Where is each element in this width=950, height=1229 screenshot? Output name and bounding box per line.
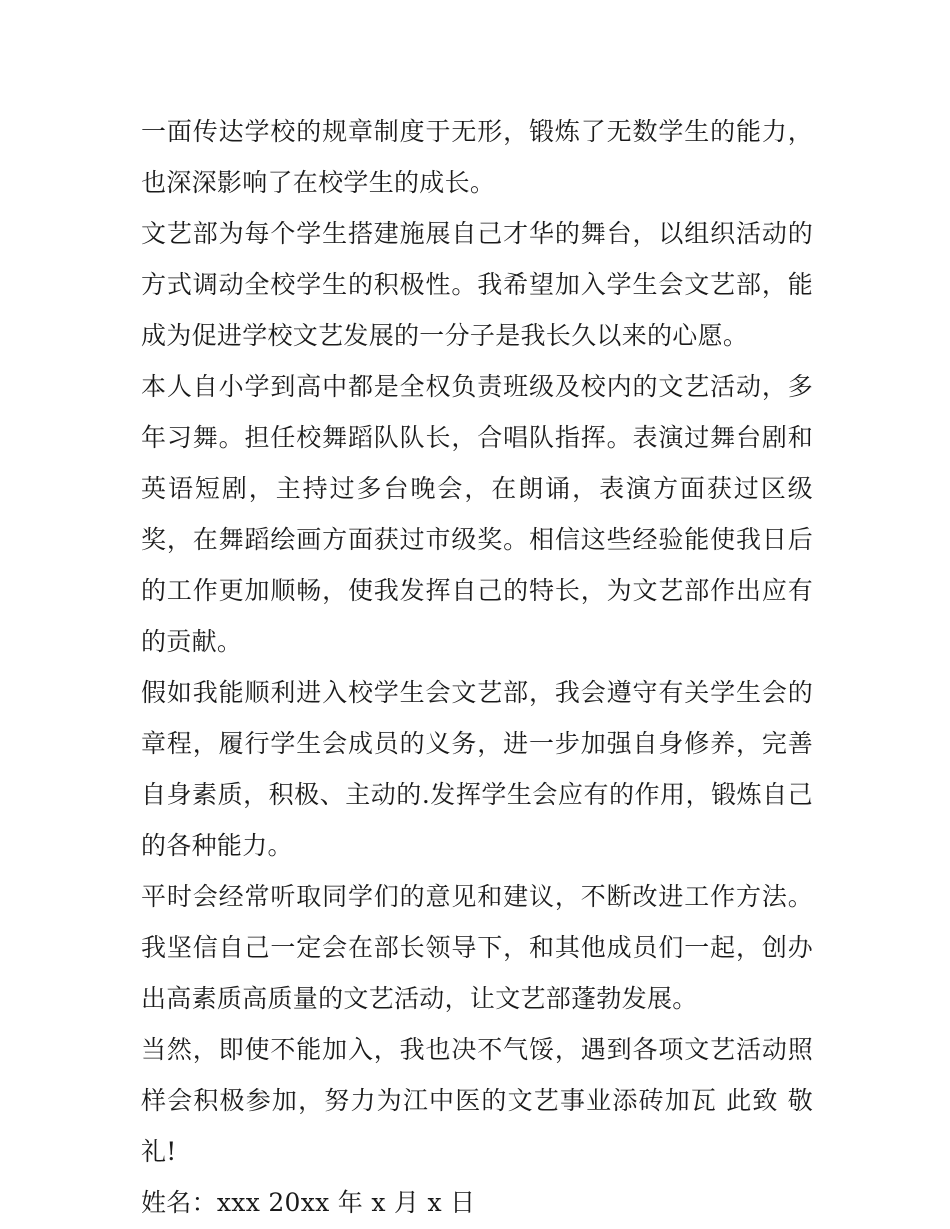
paragraph-intro-continuation: 一面传达学校的规章制度于无形，锻炼了无数学生的能力，也深深影响了在校学生的成长。 bbox=[141, 117, 813, 197]
paragraph-experience: 本人自小学到高中都是全权负责班级及校内的文艺活动，多年习舞。担任校舞蹈队队长，合唱队指挥。表演过舞台剧和英语短剧，主持过多台晚会，在朗诵，表演方面获过区级奖，在舞蹈绘画方面获过市级奖。相信这些经验能使我日后的工作更加顺畅，使我发挥自己的特长，为文艺部作出应有的贡献。 bbox=[141, 372, 813, 656]
signature-line: 姓名：xxx 20xx 年 x 月 x 日 bbox=[141, 1188, 476, 1217]
paragraph-department-purpose: 文艺部为每个学生搭建施展自己才华的舞台，以组织活动的方式调动全校学生的积极性。我希望加入学生会文艺部，能成为促进学校文艺发展的一分子是我长久以来的心愿。 bbox=[141, 219, 813, 350]
paragraph-work-method: 平时会经常听取同学们的意见和建议，不断改进工作方法。我坚信自己一定会在部长领导下，和其他成员们一起，创办出高素质高质量的文艺活动，让文艺部蓬勃发展。 bbox=[141, 882, 813, 1013]
paragraph-closing: 当然，即使不能加入，我也决不气馁，遇到各项文艺活动照样会积极参加，努力为江中医的文艺事业添砖加瓦 此致 敬礼! bbox=[141, 1035, 813, 1166]
document-body bbox=[141, 106, 813, 1228]
paragraph-commitment: 假如我能顺利进入校学生会文艺部，我会遵守有关学生会的章程，履行学生会成员的义务，进一步加强自身修养，完善自身素质，积极、主动的.发挥学生会应有的作用，锻炼自己的各种能力。 bbox=[141, 678, 813, 860]
